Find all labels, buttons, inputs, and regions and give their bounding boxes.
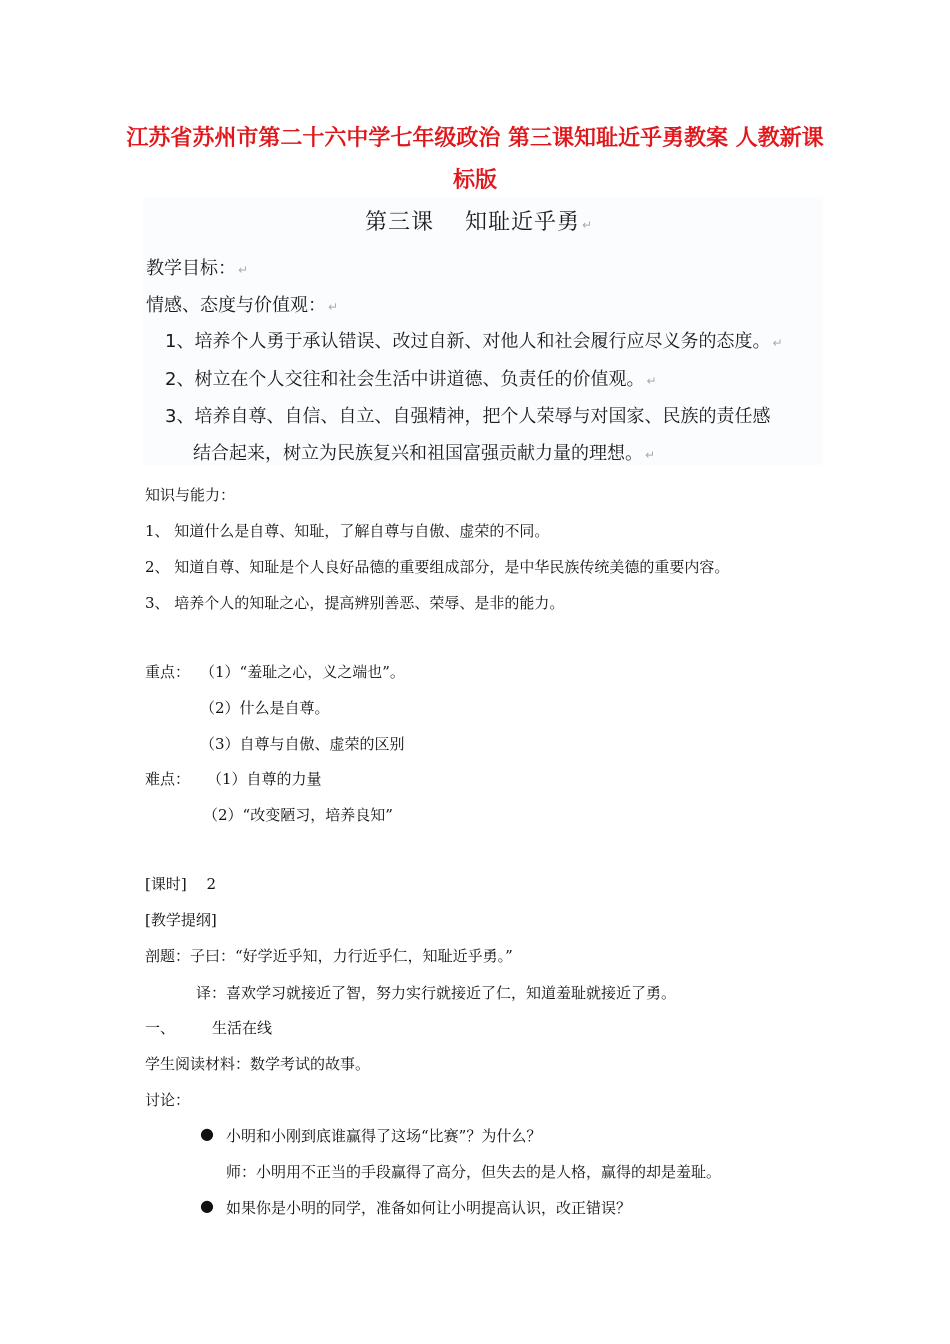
key-point-item: （3）自尊与自傲、虚荣的区别 xyxy=(200,735,405,753)
section-title: 生活在线 xyxy=(212,1019,273,1037)
section-number: 一、 xyxy=(145,1019,176,1037)
discussion-question: 如果你是小明的同学，准备如何让小明提高认识，改正错误？ xyxy=(226,1199,632,1217)
bullet-icon: ● xyxy=(200,1196,214,1215)
objective-item: 2、树立在个人交往和社会生活中讲道德、负责任的价值观。 ↵ xyxy=(165,369,657,390)
knowledge-item: 1、 知道什么是自尊、知耻，了解自尊与自傲、虚荣的不同。 xyxy=(145,522,550,540)
knowledge-item: 3、 培养个人的知耻之心，提高辨别善恶、荣辱、是非的能力。 xyxy=(145,594,565,612)
objective-item: 3、培养自尊、自信、自立、自强精神，把个人荣辱与对国家、民族的责任感 xyxy=(165,406,771,427)
translation-line: 译：喜欢学习就接近了智，努力实行就接近了仁，知道羞耻就接近了勇。 xyxy=(196,984,677,1002)
teacher-answer: 师：小明用不正当的手段赢得了高分，但失去的是人格，赢得的却是羞耻。 xyxy=(226,1163,722,1181)
objective-item-continuation: 结合起来，树立为民族复兴和祖国富强贡献力量的理想。 ↵ xyxy=(193,443,656,464)
discussion-question: 小明和小刚到底谁赢得了这场“比赛”？为什么？ xyxy=(226,1127,542,1145)
knowledge-heading: 知识与能力： xyxy=(145,486,236,504)
scanned-objectives-image xyxy=(143,197,823,465)
bullet-icon: ● xyxy=(200,1124,214,1143)
reading-material: 学生阅读材料：数学考试的故事。 xyxy=(145,1055,371,1073)
emotion-heading: 情感、态度与价值观： ↵ xyxy=(146,295,339,316)
document-title: 江苏省苏州市第二十六中学七年级政治 第三课知耻近乎勇教案 人教新课标版 xyxy=(126,126,824,193)
analysis-line: 剖题：子曰：“好学近乎知，力行近乎仁，知耻近乎勇。” xyxy=(145,947,513,965)
objectives-heading: 教学目标： ↵ xyxy=(146,258,249,279)
lesson-title: 第三课 知耻近乎勇 ↵ xyxy=(365,210,594,235)
class-hours: [课时] 2 xyxy=(145,875,217,893)
discussion-label: 讨论： xyxy=(145,1091,191,1109)
outline-heading: [教学提纲] xyxy=(145,911,217,929)
knowledge-item: 2、 知道自尊、知耻是个人良好品德的重要组成部分，是中华民族传统美德的重要内容。 xyxy=(145,558,730,576)
difficulties-label: 难点： xyxy=(145,770,191,788)
difficulty-item: （1）自尊的力量 xyxy=(207,770,322,788)
key-point-item: （1）“羞耻之心，义之端也”。 xyxy=(200,663,405,681)
objective-item: 1、培养个人勇于承认错误、改过自新、对他人和社会履行应尽义务的态度。 ↵ xyxy=(165,331,783,352)
key-point-item: （2）什么是自尊。 xyxy=(200,699,330,717)
difficulty-item: （2）“改变陋习，培养良知” xyxy=(203,806,393,824)
key-points-label: 重点： xyxy=(145,663,191,681)
